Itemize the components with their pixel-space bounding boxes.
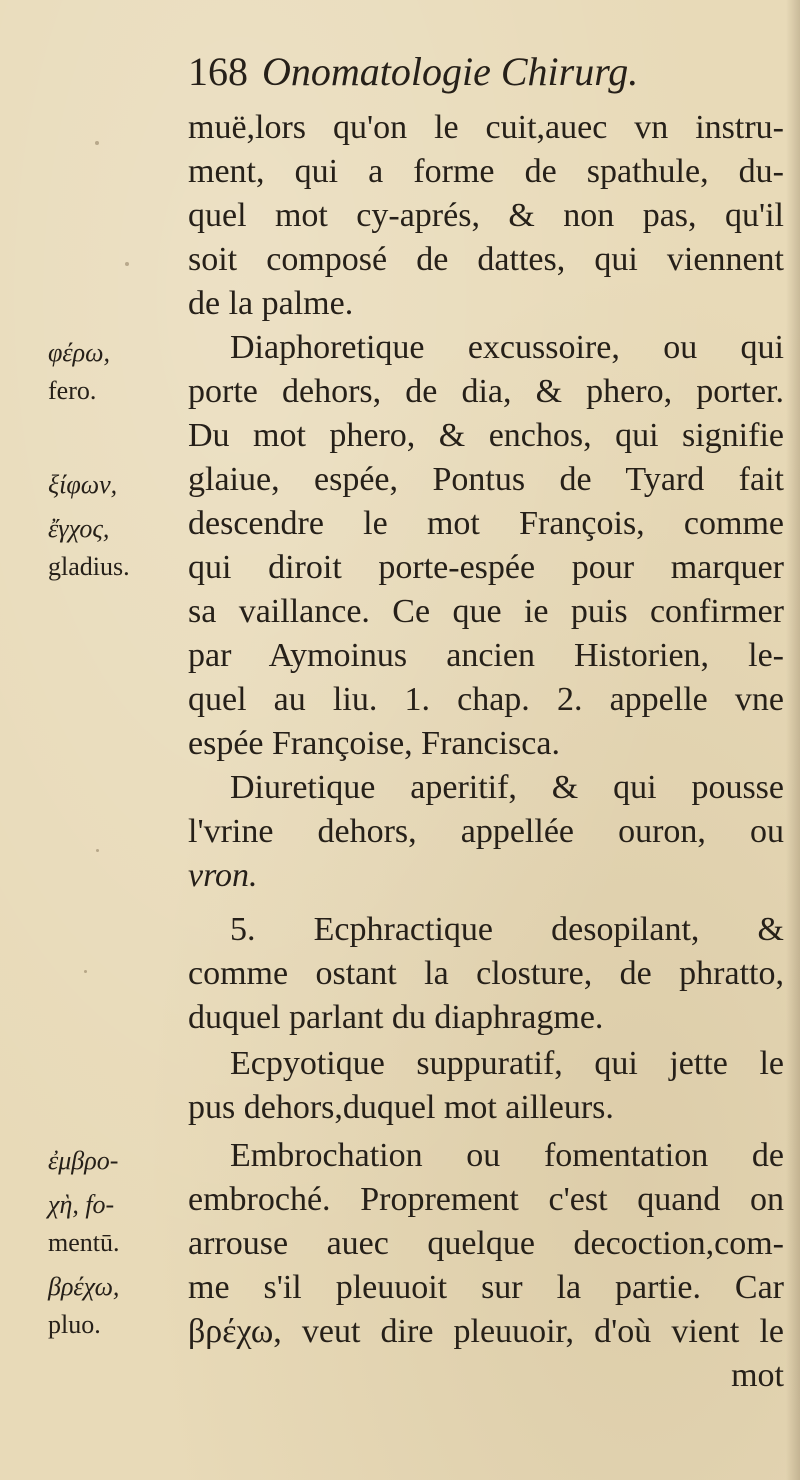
text-line: Du mot phero, & enchos, qui signifie (188, 417, 784, 454)
text-line: embroché. Proprement c'est quand on (188, 1181, 784, 1218)
catchword: mot (731, 1357, 784, 1394)
text-line: vron. (188, 857, 258, 894)
paper-speck (95, 141, 99, 145)
text-line: Ecpyotique suppuratif, qui jette le (230, 1045, 784, 1082)
paper-speck (125, 262, 129, 266)
text-line: l'vrine dehors, appellée ouron, ou (188, 813, 784, 850)
text-line: sa vaillance. Ce que ie puis confirmer (188, 593, 784, 630)
margin-note: ἔγχος, (48, 514, 110, 543)
margin-note: pluo. (48, 1310, 101, 1339)
margin-note: βρέχω, (48, 1272, 120, 1301)
text-line: Diaphoretique excussoire, ou qui (230, 329, 784, 366)
text-line: descendre le mot François, comme (188, 505, 784, 542)
text-line: Embrochation ou fomentation de (230, 1137, 784, 1174)
text-line: arrouse auec quelque decoction,com- (188, 1225, 784, 1262)
text-line: quel mot cy-aprés, & non pas, qu'il (188, 197, 784, 234)
text-line: porte dehors, de dia, & phero, porter. (188, 373, 784, 410)
text-line: Diuretique aperitif, & qui pousse (230, 769, 784, 806)
text-line: pus dehors,duquel mot ailleurs. (188, 1089, 614, 1126)
text-line: espée Françoise, Francisca. (188, 725, 560, 762)
margin-note: φέρω, (48, 338, 110, 367)
paper-speck (84, 970, 87, 973)
margin-note: fero. (48, 376, 97, 405)
text-line: me s'il pleuuoit sur la partie. Car (188, 1269, 784, 1306)
text-line: de la palme. (188, 285, 354, 322)
text-line: qui diroit porte-espée pour marquer (188, 549, 784, 586)
margin-note: ξίφων, (48, 470, 118, 499)
running-header (188, 44, 788, 100)
text-line: soit composé de dattes, qui viennent (188, 241, 784, 278)
margin-note: ἐμβρο- (48, 1146, 119, 1175)
text-line: ment, qui a forme de spathule, du- (188, 153, 784, 190)
paper-speck (96, 849, 99, 852)
text-line: comme ostant la closture, de phratto, (188, 955, 784, 992)
margin-note: mentū. (48, 1228, 120, 1257)
margin-note: gladius. (48, 552, 130, 581)
text-line: muë,lors qu'on le cuit,auec vn instru- (188, 109, 784, 146)
text-line: glaiue, espée, Pontus de Tyard fait (188, 461, 784, 498)
running-title: Onomatologie Chirurg. (262, 49, 639, 94)
text-line: βρέχω, veut dire pleuuoir, d'où vient le (188, 1313, 784, 1350)
text-line: quel au liu. 1. chap. 2. appelle vne (188, 681, 784, 718)
page-number: 168 (188, 49, 248, 94)
margin-note: χὴ, fo- (48, 1190, 115, 1219)
text-line: par Aymoinus ancien Historien, le- (188, 637, 784, 674)
page-edge-shadow (786, 0, 800, 1480)
text-line: 5. Ecphractique desopilant, & (230, 911, 784, 948)
text-line: duquel parlant du diaphragme. (188, 999, 604, 1036)
